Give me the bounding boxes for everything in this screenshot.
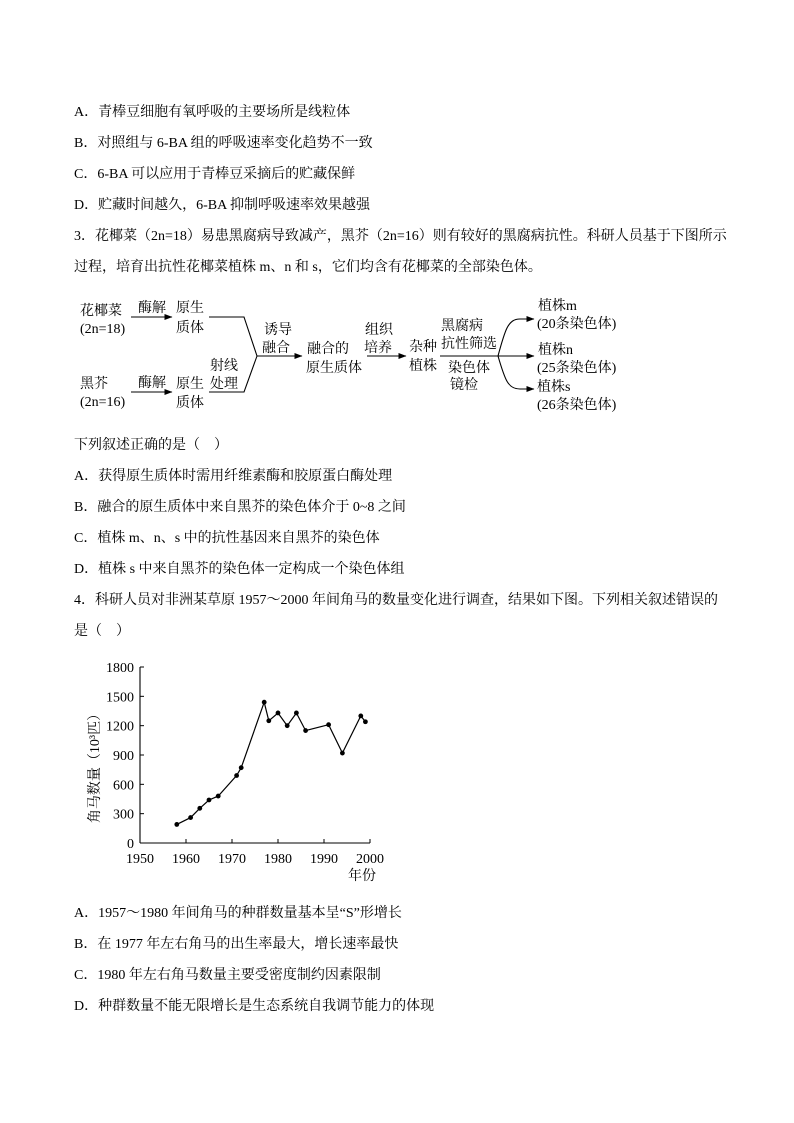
data-point (216, 794, 221, 799)
hybrid-plant-line-1: 杂种 (409, 340, 437, 355)
y-tick-label: 1200 (106, 719, 134, 735)
irradiation-label-line-1: 射线 (210, 359, 238, 374)
data-point (262, 700, 267, 705)
protoplast-fusion-diagram (60, 285, 640, 420)
tissue-culture-line-2: 培养 (364, 341, 392, 356)
data-point (285, 723, 290, 728)
bracket-top-branch (209, 317, 257, 356)
plant-n-name: 植株n (538, 343, 573, 358)
data-point (197, 806, 202, 811)
plant-m-name: 植株m (538, 299, 577, 314)
x-tick-label: 1980 (264, 852, 292, 867)
data-point (266, 718, 271, 723)
q3-stem-line-2: 过程，培育出抗性花椰菜植株 m、n 和 s，它们均含有花椰菜的全部染色体。 (74, 260, 542, 275)
y-tick-label: 1800 (106, 661, 134, 676)
screening-line-2: 抗性筛选 (441, 337, 497, 352)
y-tick-label: 900 (113, 749, 134, 764)
q4-stem-line-2: 是（ ） (74, 624, 130, 639)
data-point (188, 815, 193, 820)
x-tick-label: 1950 (126, 852, 154, 867)
data-point (363, 719, 368, 724)
question-3-options-and-question-4-stem (74, 430, 774, 647)
wildebeest-population-chart (70, 655, 400, 890)
cauliflower-ploidy: (2n=18) (80, 322, 126, 337)
karyotype-line-2: 镜检 (450, 378, 478, 393)
fused-protoplast-line-1: 融合的 (307, 342, 349, 357)
fused-protoplast-line-2: 原生质体 (306, 361, 362, 376)
protoplast-bottom-line-2: 质体 (176, 396, 204, 411)
data-point (303, 728, 308, 733)
karyotype-line-1: 染色体 (448, 361, 490, 376)
q3-option-c: C．植株 m、n、s 中的抗性基因来自黑芥的染色体 (74, 531, 380, 546)
data-point (239, 765, 244, 770)
tissue-culture-line-1: 组织 (365, 323, 393, 338)
black-mustard-ploidy: (2n=16) (80, 395, 126, 410)
q3-stem-line-1: 3．花椰菜（2n=18）易患黑腐病导致减产，黑芥（2n=16）则有较好的黑腐病抗性。科研人员基于下图所示 (74, 229, 727, 244)
q4-option-c: C．1980 年左右角马数量主要受密度制约因素限制 (74, 968, 381, 983)
q3-prompt: 下列叙述正确的是（ ） (74, 438, 228, 453)
protoplast-top-line-2: 质体 (176, 321, 204, 336)
x-tick-label: 1970 (218, 852, 246, 867)
q2-option-a: A．青棒豆细胞有氧呼吸的主要场所是线粒体 (74, 105, 351, 120)
y-tick-label: 600 (113, 778, 134, 794)
q3-option-a: A．获得原生质体时需用纤维素酶和胶原蛋白酶处理 (74, 469, 393, 484)
protoplast-bottom-line-1: 原生 (176, 377, 204, 392)
x-tick-label: 1990 (310, 852, 338, 867)
y-tick-label: 1500 (106, 690, 134, 706)
y-axis-label: 角马数量（10³匹） (88, 706, 103, 824)
data-point (326, 722, 331, 727)
irradiation-label-line-2: 处理 (210, 377, 238, 392)
protoplast-top-line-1: 原生 (176, 301, 204, 316)
x-axis-label: 年份 (348, 869, 376, 884)
question-4-options (74, 898, 774, 1022)
data-point (234, 773, 239, 778)
q4-stem-line-1: 4．科研人员对非洲某草原 1957～2000 年间角马的数量变化进行调查，结果如下图。下列相关叙述错误的 (74, 593, 718, 608)
data-point (174, 822, 179, 827)
black-mustard-name: 黑芥 (80, 377, 108, 392)
hybrid-plant-line-2: 植株 (409, 359, 437, 374)
q4-option-a: A．1957～1980 年间角马的种群数量基本呈“S”形增长 (74, 906, 402, 921)
branch-arrow-plant-m (498, 319, 534, 356)
enzymolysis-label-top: 酶解 (138, 301, 166, 316)
q2-option-c: C．6-BA 可以应用于青棒豆采摘后的贮藏保鲜 (74, 167, 356, 182)
x-tick-label: 1960 (172, 852, 200, 867)
screening-line-1: 黑腐病 (441, 319, 483, 334)
data-point (276, 711, 281, 716)
q2-option-d: D．贮藏时间越久，6-BA 抑制呼吸速率效果越强 (74, 198, 370, 213)
branch-arrow-plant-s (498, 356, 534, 389)
data-point (294, 711, 299, 716)
data-point (340, 751, 345, 756)
plant-s-name: 植株s (537, 380, 571, 395)
cauliflower-name: 花椰菜 (80, 304, 122, 319)
q3-option-b: B．融合的原生质体中来自黑芥的染色体介于 0~8 之间 (74, 500, 406, 515)
q2-option-b: B．对照组与 6-BA 组的呼吸速率变化趋势不一致 (74, 136, 373, 151)
data-point (207, 798, 212, 803)
plant-s-chromosomes: (26条染色体) (537, 398, 617, 413)
data-point (358, 713, 363, 718)
y-tick-label: 300 (113, 807, 134, 823)
enzymolysis-label-bottom: 酶解 (138, 376, 166, 391)
q4-option-d: D．种群数量不能无限增长是生态系统自我调节能力的体现 (74, 999, 435, 1014)
induce-fusion-line-1: 诱导 (264, 323, 292, 338)
question-2-options-and-question-3-stem (74, 97, 774, 283)
y-tick-label: 0 (127, 837, 134, 852)
q4-option-b: B．在 1977 年左右角马的出生率最大，增长速率最快 (74, 937, 399, 952)
q3-option-d: D．植株 s 中来自黑芥的染色体一定构成一个染色体组 (74, 562, 405, 577)
induce-fusion-line-2: 融合 (262, 341, 290, 356)
plant-m-chromosomes: (20条染色体) (537, 317, 617, 332)
x-tick-label: 2000 (356, 852, 384, 867)
plant-n-chromosomes: (25条染色体) (537, 361, 617, 376)
